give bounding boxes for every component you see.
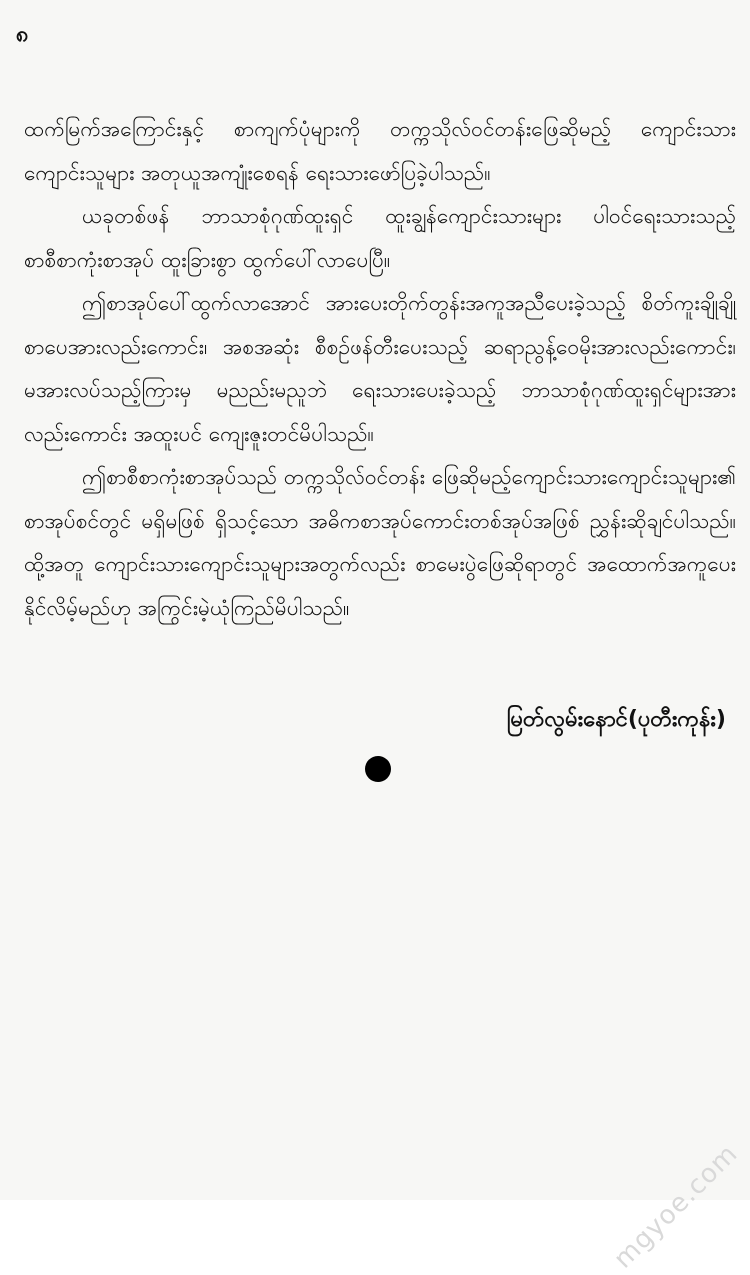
paragraph-1: ထက်မြက်အကြောင်းနှင့် စာကျက်ပုံများကို တက္ကသိုလ်ဝင်တန်းဖြေဆိုမည့် ကျောင်းသားကျောင်းသူများ အတုယူအကျုံးစေရန် ရေးသားဖော်ပြခဲ့ပါသည်။ xyxy=(24,117,736,185)
author-signature: မြတ်လွမ်းနောင်(ပုတီးကုန်း) xyxy=(506,707,726,732)
watermark: mgyoe.com xyxy=(608,1138,744,1275)
paragraph-3: ဤစာအုပ်ပေါ်ထွက်လာအောင် အားပေးတိုက်တွန်းအကူအညီပေးခဲ့သည့် စိတ်ကူးချိုချိုစာပေအားလည်းကောင်း၊ အစအဆုံး စီစဉ်ဖန်တီးပေးသည့် ဆရာညွန့်ဝေမိုးအားလည်းကောင်း၊ မအားလပ်သည့်ကြားမှ မညည်းမညူဘဲ ရေးသားပေးခဲ့သည့် ဘာသာစုံဂုဏ်ထူးရှင်များအားလည်းကောင်း အထူးပင် ကျေးဇူးတင်မိပါသည်။ xyxy=(24,291,736,446)
end-mark-dot xyxy=(365,756,391,782)
paragraph-4: ဤစာစီစာကုံးစာအုပ်သည် တက္ကသိုလ်ဝင်တန်း ဖြေဆိုမည့်ကျောင်းသားကျောင်းသူများ၏ စာအုပ်စင်တွင် မရှိမဖြစ် ရှိသင့်သော အဓိကစာအုပ်ကောင်းတစ်အုပ်အဖြစ် ညွှန်းဆိုချင်ပါသည်။ ထို့အတူ ကျောင်းသားကျောင်းသူများအတွက်လည်း စာမေးပွဲဖြေဆိုရာတွင် အထောက်အကူပေးနိုင်လိမ့်မည်ဟု အကြွင်းမဲ့ယုံကြည်မိပါသည်။ xyxy=(24,465,736,620)
paragraph-2: ယခုတစ်ဖန် ဘာသာစုံဂုဏ်ထူးရှင် ထူးချွန်ကျောင်းသားများ ပါဝင်ရေးသားသည့် စာစီစာကုံးစာအုပ် ထူးခြားစွာ ထွက်ပေါ်လာပေပြီ။ xyxy=(24,204,736,272)
body-text xyxy=(24,108,736,630)
page-number: ၈ xyxy=(16,22,29,47)
